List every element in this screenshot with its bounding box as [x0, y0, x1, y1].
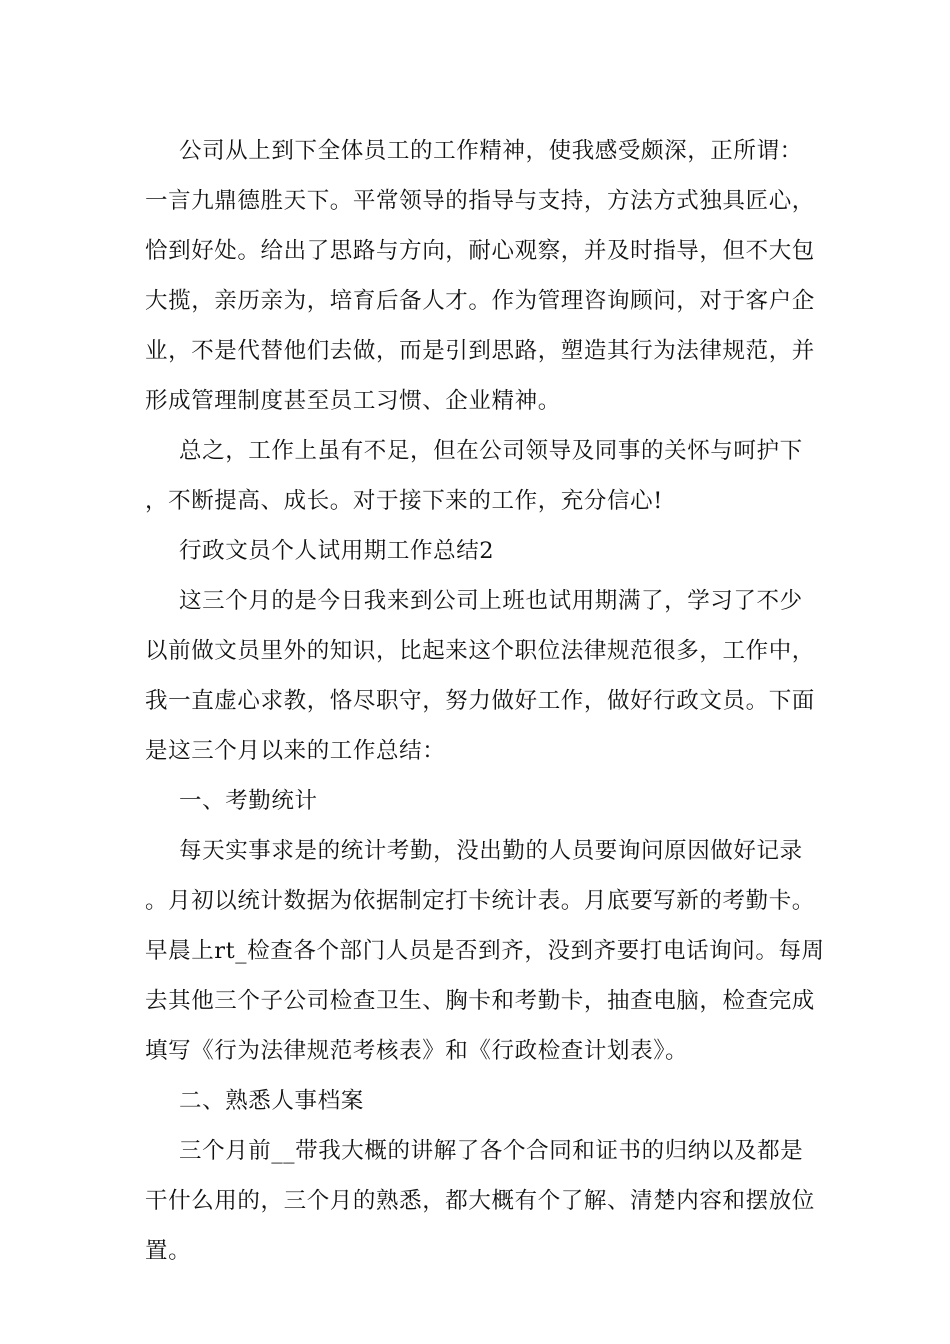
heading-personnel-files: 二、熟悉人事档案: [179, 1088, 364, 1114]
heading-attendance: 一、考勤统计: [179, 788, 318, 814]
paragraph-work-spirit: 公司从上到下全体员工的工作精神，使我感受颇深，正所谓：一言九鼎德胜天下。平常领导的指导与支持，方法方式独具匠心，恰到好处。给出了思路与方向，耐心观察，并及时指导，但不大包大揽，亲历亲为，培育后备人才。作为管理咨询顾问，对于客户企业，不是代替他们去做，而是引到思路，塑造其行为法律规范，并形成管理制度甚至员工习惯、企业精神。: [145, 138, 815, 414]
document-body: [145, 126, 825, 1276]
paragraph-conclusion: 总之，工作上虽有不足，但在公司领导及同事的关怀与呵护下，不断提高、成长。对于接下来的工作，充分信心!: [145, 438, 803, 514]
paragraph-attendance: 每天实事求是的统计考勤，没出勤的人员要询问原因做好记录。月初以统计数据为依据制定打卡统计表。月底要写新的考勤卡。早晨上rt_检查各个部门人员是否到齐，没到齐要打电话询问。每周去其他三个子公司检查卫生、胸卡和考勤卡，抽查电脑，检查完成填写《行为法律规范考核表》和《行政检查计划表》。: [145, 838, 825, 1064]
section-title-summary-2: 行政文员个人试用期工作总结2: [179, 538, 495, 564]
paragraph-personnel-files: 三个月前__带我大概的讲解了各个合同和证书的归纳以及都是干什么用的，三个月的熟悉，都大概有个了解、清楚内容和摆放位置。: [145, 1138, 815, 1264]
paragraph-three-months-intro: 这三个月的是今日我来到公司上班也试用期满了，学习了不少以前做文员里外的知识，比起来这个职位法律规范很多，工作中，我一直虚心求教，恪尽职守，努力做好工作，做好行政文员。下面是这三个月以来的工作总结：: [145, 588, 815, 764]
